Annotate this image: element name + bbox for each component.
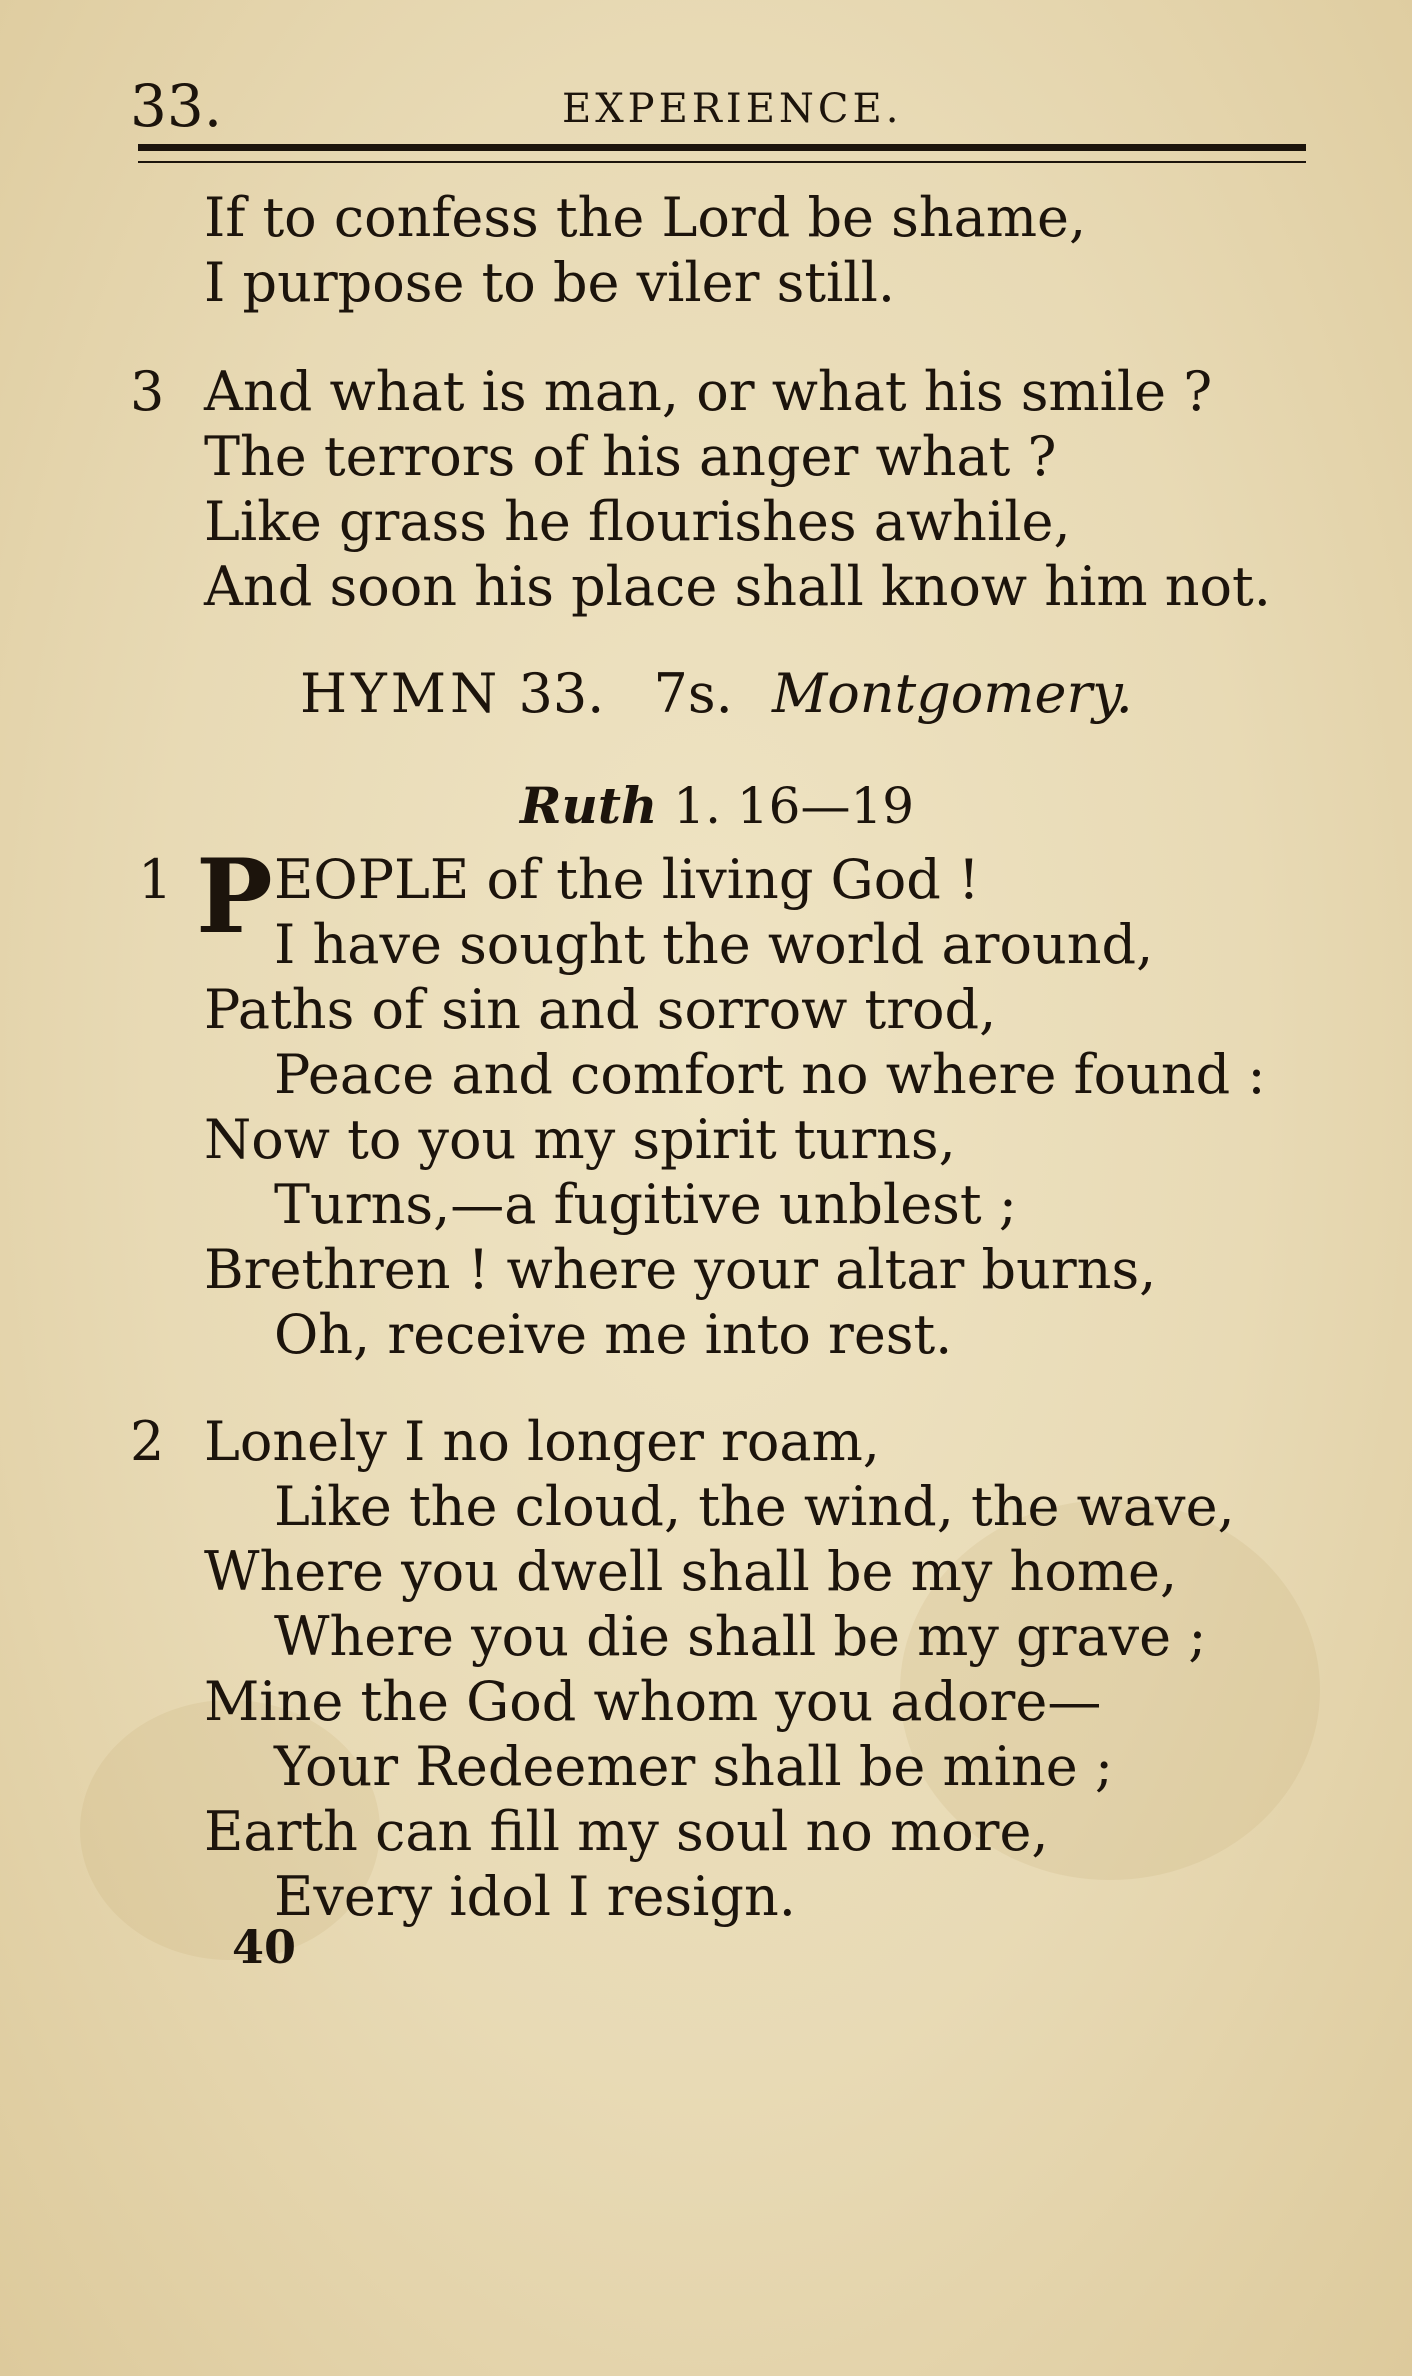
stanza-number: 2 — [130, 1410, 165, 1473]
hymn-number: 33. — [518, 662, 605, 725]
verse-line: Peace and comfort no where found : — [274, 1043, 1266, 1106]
stanza-number: 3 — [130, 360, 165, 423]
hymn-label: HYMN — [300, 662, 502, 725]
hymn-meter: 7s. — [653, 662, 733, 725]
hymn-author: Montgomery. — [771, 662, 1133, 725]
verse-line: Turns,—a fugitive unblest ; — [274, 1173, 1017, 1236]
drop-cap: P — [196, 837, 273, 957]
verse-line: EOPLE of the living God ! — [274, 848, 980, 911]
verse-line: Every idol I resign. — [274, 1865, 796, 1928]
scripture-verses: 1. 16—19 — [673, 777, 915, 835]
verse-line: The terrors of his anger what ? — [204, 425, 1057, 488]
header-rule-thin — [138, 161, 1306, 163]
verse-line: Now to you my spirit turns, — [204, 1108, 956, 1171]
verse-line: Lonely I no longer roam, — [204, 1410, 880, 1473]
verse-line: Like grass he flourishes awhile, — [204, 490, 1071, 553]
verse-line: Brethren ! where your altar burns, — [204, 1238, 1157, 1301]
scripture-book: Ruth — [520, 776, 658, 835]
verse-line: I have sought the world around, — [274, 913, 1154, 976]
header-rule-thick — [138, 144, 1306, 151]
page-number: 33. — [130, 72, 223, 140]
verse-line: And what is man, or what his smile ? — [204, 360, 1213, 423]
verse-line: Your Redeemer shall be mine ; — [274, 1735, 1114, 1798]
hymn-heading — [300, 662, 1133, 725]
scripture-reference — [520, 776, 914, 835]
verse-line: If to confess the Lord be shame, — [204, 186, 1087, 249]
running-title: EXPERIENCE. — [562, 86, 903, 132]
verse-line: I purpose to be viler still. — [204, 251, 896, 314]
verse-line: Like the cloud, the wind, the wave, — [274, 1475, 1235, 1538]
verse-line: Where you dwell shall be my home, — [204, 1540, 1178, 1603]
verse-line: Where you die shall be my grave ; — [274, 1605, 1207, 1668]
verse-line: Paths of sin and sorrow trod, — [204, 978, 997, 1041]
stanza-number: 1 — [138, 848, 173, 911]
verse-line: Oh, receive me into rest. — [274, 1303, 953, 1366]
verse-line: And soon his place shall know him not. — [204, 555, 1271, 618]
verse-line: Mine the God whom you adore— — [204, 1670, 1102, 1733]
signature-mark: 40 — [232, 1920, 297, 1974]
verse-line: Earth can fill my soul no more, — [204, 1800, 1049, 1863]
